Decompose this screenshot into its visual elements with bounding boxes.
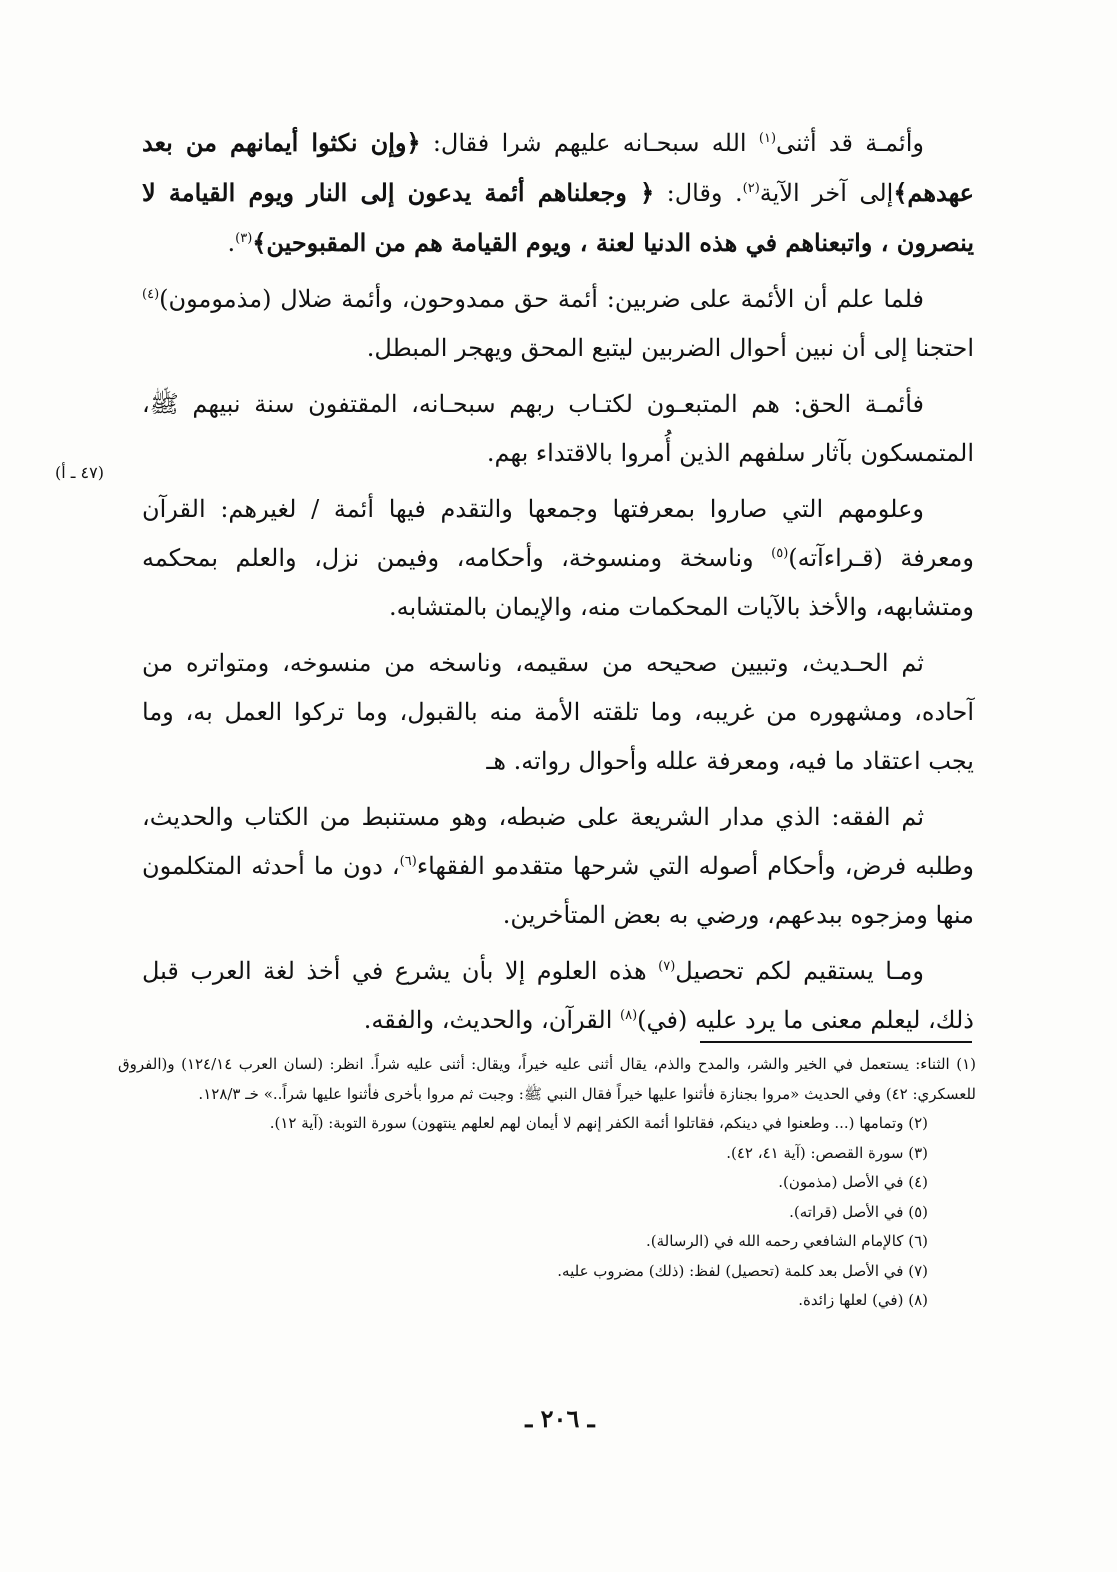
text-run: وعلومهم التي صاروا بمعرفتها وجمعها والتقدم فيها أئمة / لغيرهم: القرآن ومعرفة (قـراءآته) [142,495,974,572]
footnote-ref-8: (٨) [620,1008,638,1023]
footnote-5: (٥) في الأصل (قراته). [789,1202,928,1221]
text-run: ثم الحـديث، وتبيين صحيحه من سقيمه، وناسخه من منسوخه، ومتواتره من آحاده، ومشهوره من غريبه، وما تلقته الأمة منه بالقبول، وما تركوا العمل به، وما يجب اعتقاد ما فيه، ومعرفة علله وأحوال رواته. هـ [142,649,974,775]
footnote-ref-5: (٥) [771,546,789,561]
text-run: فلما علم أن الأئمة على ضربين: أئمة حق ممدوحون، وأئمة ضلال (مذمومون) [159,285,924,313]
manuscript-folio-note: (٤٧ ـ أ) [55,463,104,482]
footnote-2: (٢) وتمامها (... وطعنوا في دينكم، فقاتلوا أئمة الكفر إنهم لا أيمان لهم لعلهم ينتهون) سورة التوبة: (آية ١٢). [269,1114,928,1132]
footnote-ref-6: (٦) [399,854,417,869]
footnote-4: (٤) في الأصل (مذمون). [778,1173,928,1191]
quran-quote: ﴿وإن نكثوا أيمانهم من بعد عهدهم﴾ [142,128,974,207]
text-run: ومـا يستقيم لكم تحصيل [675,957,925,985]
text-run: ثم الفقه: الذي مدار الشريعة على ضبطه، وهو مستنبط من الكتاب والحديث، وطلبه فرض، وأحكام أصوله التي شرحها متقدمو الفقهاء [142,803,974,880]
footnote-7: (٧) في الأصل بعد كلمة (تحصيل) لفظ: (ذلك) مضروب عليه. [557,1261,928,1280]
text-run: القرآن، والحديث، والفقه. [363,1006,621,1034]
text-run: وناسخة ومنسوخة، وأحكامه، وفيمن نزل، والعلم بمحكمه ومتشابهه، والأخذ بالآيات المحكمات منه، والإيمان بالمتشابه. [142,544,974,621]
paragraph-2 [142,275,974,373]
footnote-6: (٦) كالإمام الشافعي رحمه الله في (الرسالة). [645,1232,928,1250]
footnote-8: (٨) (في) لعلها زائدة. [798,1291,928,1309]
paragraph-3 [142,380,974,478]
footnote-ref-4: (٤) [142,287,160,302]
paragraph-1 [142,118,974,268]
footnote-ref-2: (٢) [742,181,760,196]
text-run: . [227,229,236,257]
footnotes [118,1050,976,1316]
text-run: وأئمـة قد أثنى [776,129,924,157]
text-run: احتجنا إلى أن نبين أحوال الضربين ليتبع المحق ويهجر المبطل. [366,334,974,362]
text-run: الله سبحـانه عليهم شرا فقال: [420,129,759,157]
text-run: إلى آخر الآية [759,179,894,207]
quran-quote: ﴿ وجعلناهم أئمة يدعون إلى النار ويوم القيامة لا ينصرون ، واتبعناهم في هذه الدنيا لعنة ، ويوم القيامة هم من المقبوحين﴾ [142,178,974,257]
text-run: ، دون ما أحدثه المتكلمون منها ومزجوه ببدعهم، ورضي به بعض المتأخرين. [142,852,974,929]
footnote-ref-7: (٧) [658,959,676,974]
paragraph-4 [142,485,974,632]
text-run: فأئمـة الحق: هم المتبعـون لكتـاب ربهم سبحـانه، المقتفون سنة نبيهم ﷺ، المتمسكون بآثار سلفهم الذين أُمروا بالاقتداء بهم. [142,390,974,467]
footnote-ref-3: (٣) [235,231,253,246]
footnote-separator [700,1041,972,1043]
footnote-ref-1: (١) [758,131,777,146]
main-text [142,118,974,1052]
footnote-3: (٣) سورة القصص: (آية ٤١، ٤٢). [726,1143,928,1162]
footnote-1: (١) الثناء: يستعمل في الخير والشر، والمدح والذم، يقال أثنى عليه خيراً، ويقال: أثنى عليه شراً. انظر: (لسان العرب ١٢٤/١٤) و(الفروق للعسكري: ٤٢) وفي الحديث «مروا بجنازة فأثنوا عليها خيراً فقال النبي ﷺ: وجبت ثم مروا بأخرى فأثنوا عليها شراً..» خـ ١٢٨/٣. [118,1055,976,1103]
paragraph-6 [142,793,974,940]
text-run: . وقال: [654,179,743,207]
paragraph-7 [142,947,974,1045]
page-number: ـ ٢٠٦ ـ [525,1404,595,1433]
paragraph-5 [142,639,974,786]
text-run: هذه العلوم إلا بأن يشرع في أخذ لغة العرب قبل ذلك، ليعلم معنى ما يرد عليه (في) [142,957,974,1034]
